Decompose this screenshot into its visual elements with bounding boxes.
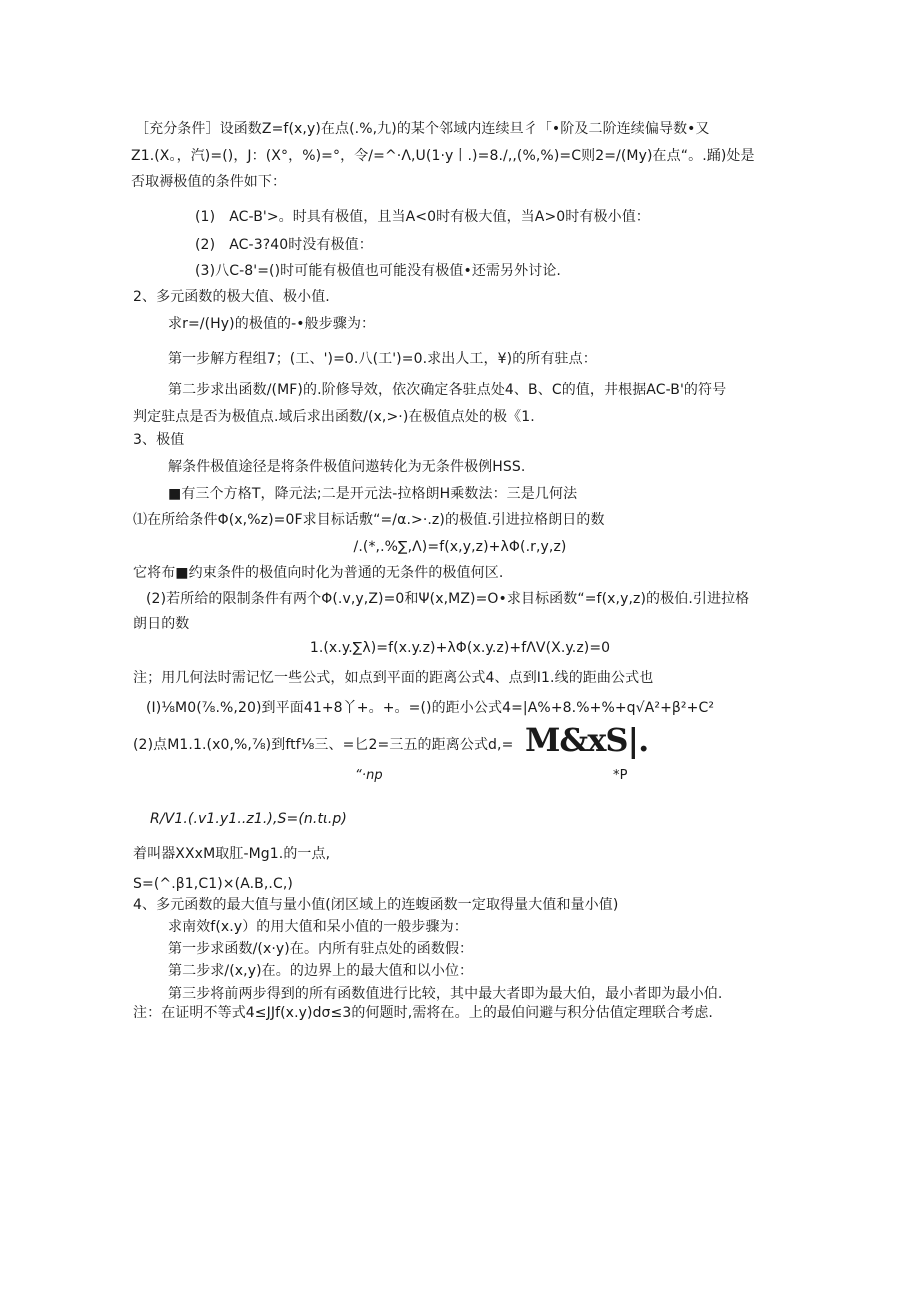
- section-3-methods: ■有三个方格T，降元法;二是开元法-拉格朗H乘数法：三是几何法: [168, 486, 578, 502]
- method-1-text: ⑴在所给条件Φ(x,%z)=0F求目标话敷“=/α.>·.z)的极值.引进拉格朗日的数: [133, 512, 605, 528]
- section-2-heading: 2、多元函数的极大值、极小值.: [133, 289, 330, 305]
- section-3-intro: 解条件极值途径是将条件极值问遨转化为无条件极例HSS.: [168, 459, 526, 475]
- section-4-step-1: 第一步求函数/(x·y)在。内所有驻点处的函数假：: [168, 941, 474, 957]
- point-vector-definition: R/V1.(.v1.y1..z1.),S=(n.tι.p): [150, 811, 347, 827]
- condition-text-line-1: ［充分条件］设函数Z=f(x,y)在点(.%,九)的某个邻域内连续旦彳「•阶及二阶连续偏导数•又: [135, 121, 710, 137]
- lagrange-function-1: /.(*,.%∑,Λ)=f(x,y,z)+λΦ(.r,y,z): [353, 539, 567, 555]
- section-4-note: 注：在证明不等式4≤JJf(x.y)dσ≤3的何题时,需将在。上的最伯问避与积分估值定理联合考虑.: [133, 1005, 713, 1021]
- section-2-step-2: 第二步求出函数/(MF)的.阶修导效，依次确定各驻点处4、B、C的值，井根据AC-B'的符号: [168, 382, 727, 398]
- method-2-text-cont: 朗日的数: [133, 616, 190, 632]
- case-1: (1) AC-B'>。时具有极值，且当A<0时有极大值，当A>0时有极小值：: [195, 209, 650, 225]
- case-3: (3)八C-8'=()时可能有极值也可能没有极值•还需另外讨论.: [195, 263, 561, 279]
- section-2-step-2-cont: 判定驻点是否为极值点.域后求出函数/(x,>·)在极值点处的极《1.: [133, 409, 535, 425]
- point-plane-distance-formula: (I)⅛M0(⅞.%,20)到平面41+8丫+。+。=()的距小公式4=|A%+8.%+%+q√A²+β²+C²: [146, 700, 715, 716]
- cross-product-formula: S=(^.β1,C1)×(A.B,.C,): [133, 876, 293, 892]
- section-2-step-1: 第一步解方程组7；(工、')=0.八(工')=0.求出人工，¥)的所有驻点：: [168, 351, 597, 367]
- point-on-line-note: 着叫器XXxM取肛-Mg1.的一点,: [133, 846, 331, 862]
- geometry-note: 注；用几何法时需记忆一些公式，如点到平面的距离公式4、点到I1.线的距曲公式也: [133, 670, 654, 686]
- section-4-step-2: 第二步求/(x,y)在。的边界上的最大值和以小位：: [168, 963, 474, 979]
- case-2: (2) AC-3?40时没有极值：: [195, 237, 373, 253]
- method-2-text: (2)若所给的限制条件有两个Φ(.v,y,Z)=0和Ψ(x,MZ)=O•求目标函数“=f(x,y,z)的极伯.引进拉格: [146, 591, 750, 607]
- condition-text-line-2: Z1.(X。，汽)=()，J：(X°，%)=°，令/=^·Λ,U(1·y丨.)=8./,,(%,%)=C则2=/(My)在点“。.踊)处是: [131, 148, 755, 164]
- formula-denominator-right: *P: [613, 768, 628, 783]
- method-1-conclusion: 它将布■约束条件的极值向时化为普通的无条件的极值何区.: [133, 565, 504, 581]
- formula-denominator-left: “·np: [355, 768, 383, 783]
- section-4-heading: 4、多元函数的最大值与量小值(闭区域上的连蝮函数一定取得量大值和量小值): [133, 897, 619, 913]
- section-2-intro: 求r=/(Hy)的极值的-•般步骤为：: [168, 316, 376, 332]
- distance-formula-garbled: M&xS|.: [525, 721, 649, 759]
- section-3-heading: 3、极值: [133, 432, 185, 448]
- section-4-intro: 求南效f(x.y）的用大值和呆小值的一般步骤为：: [168, 919, 468, 935]
- point-line-distance-formula: (2)点M1.1.(x0,%,⅞)到ftf⅛三、=匕2=三五的距离公式d,=: [133, 737, 514, 753]
- section-4-step-3: 第三步将前两步得到的所有函数值进行比较，其中最大者即为最大伯，最小者即为最小伯.: [168, 986, 723, 1002]
- condition-text-line-3: 否取褥极值的条件如下：: [131, 174, 287, 190]
- lagrange-function-2: 1.(x.y.∑λ)=f(x.y.z)+λΦ(x.y.z)+fΛV(X.y.z)=0: [309, 640, 611, 656]
